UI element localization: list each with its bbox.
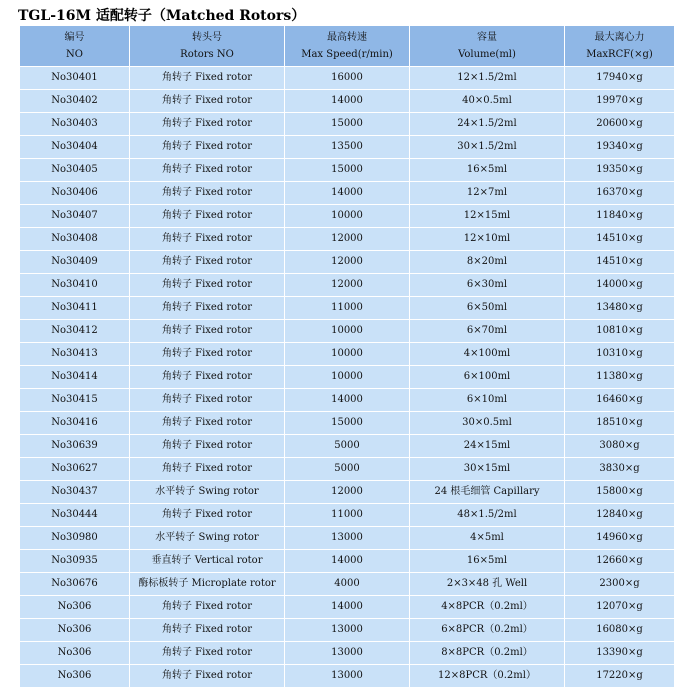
column-header-en: NO — [66, 49, 83, 60]
cell-max-speed: 14000 — [285, 596, 410, 619]
cell-max-rcf: 16080×g — [565, 619, 675, 642]
cell-no: No30404 — [20, 136, 130, 159]
cell-max-speed: 5000 — [285, 435, 410, 458]
table-row — [20, 297, 675, 320]
cell-max-rcf: 3080×g — [565, 435, 675, 458]
cell-max-rcf: 19970×g — [565, 90, 675, 113]
cell-no: No30639 — [20, 435, 130, 458]
cell-no: No30676 — [20, 573, 130, 596]
cell-max-rcf: 14960×g — [565, 527, 675, 550]
cell-max-speed: 12000 — [285, 228, 410, 251]
cell-no: No30935 — [20, 550, 130, 573]
cell-rotor: 角转子 Fixed rotor — [130, 642, 285, 665]
cell-rotor: 角转子 Fixed rotor — [130, 113, 285, 136]
cell-volume: 24×15ml — [410, 435, 565, 458]
table-row — [20, 481, 675, 504]
cell-max-speed: 16000 — [285, 67, 410, 90]
cell-no: No30413 — [20, 343, 130, 366]
table-row — [20, 366, 675, 389]
cell-volume: 4×5ml — [410, 527, 565, 550]
cell-rotor: 角转子 Fixed rotor — [130, 366, 285, 389]
cell-max-rcf: 3830×g — [565, 458, 675, 481]
cell-rotor: 角转子 Fixed rotor — [130, 435, 285, 458]
cell-max-rcf: 14510×g — [565, 251, 675, 274]
cell-max-speed: 15000 — [285, 412, 410, 435]
cell-rotor: 角转子 Fixed rotor — [130, 205, 285, 228]
cell-max-rcf: 17220×g — [565, 665, 675, 688]
cell-max-speed: 11000 — [285, 297, 410, 320]
cell-rotor: 角转子 Fixed rotor — [130, 136, 285, 159]
cell-no: No30408 — [20, 228, 130, 251]
cell-max-rcf: 19340×g — [565, 136, 675, 159]
cell-max-speed: 15000 — [285, 113, 410, 136]
cell-volume: 6×10ml — [410, 389, 565, 412]
cell-max-rcf: 19350×g — [565, 159, 675, 182]
cell-volume: 4×8PCR（0.2ml） — [410, 596, 565, 619]
cell-rotor: 水平转子 Swing rotor — [130, 481, 285, 504]
column-header-en: Max Speed(r/min) — [301, 49, 393, 60]
cell-rotor: 角转子 Fixed rotor — [130, 596, 285, 619]
column-header-en: Rotors NO — [180, 49, 234, 60]
cell-rotor: 垂直转子 Vertical rotor — [130, 550, 285, 573]
cell-volume: 12×1.5/2ml — [410, 67, 565, 90]
cell-volume: 8×8PCR（0.2ml） — [410, 642, 565, 665]
cell-no: No30410 — [20, 274, 130, 297]
cell-no: No30437 — [20, 481, 130, 504]
cell-no: No30401 — [20, 67, 130, 90]
cell-no: No306 — [20, 665, 130, 688]
cell-max-speed: 4000 — [285, 573, 410, 596]
cell-no: No30407 — [20, 205, 130, 228]
table-row — [20, 550, 675, 573]
cell-max-speed: 14000 — [285, 90, 410, 113]
cell-no: No30414 — [20, 366, 130, 389]
table-row — [20, 182, 675, 205]
cell-volume: 16×5ml — [410, 550, 565, 573]
table-row — [20, 274, 675, 297]
column-header-cn: 最高转速 — [327, 32, 367, 43]
table-row — [20, 320, 675, 343]
cell-no: No306 — [20, 619, 130, 642]
cell-no: No30416 — [20, 412, 130, 435]
cell-rotor: 角转子 Fixed rotor — [130, 458, 285, 481]
cell-no: No30403 — [20, 113, 130, 136]
cell-max-speed: 13000 — [285, 619, 410, 642]
table-row — [20, 343, 675, 366]
table-row — [20, 665, 675, 688]
cell-no: No30980 — [20, 527, 130, 550]
cell-max-rcf: 10310×g — [565, 343, 675, 366]
cell-max-rcf: 16370×g — [565, 182, 675, 205]
cell-max-speed: 10000 — [285, 320, 410, 343]
cell-max-speed: 14000 — [285, 550, 410, 573]
cell-max-speed: 12000 — [285, 481, 410, 504]
cell-rotor: 角转子 Fixed rotor — [130, 412, 285, 435]
column-header-no — [20, 26, 130, 67]
cell-max-rcf: 2300×g — [565, 573, 675, 596]
cell-max-rcf: 12070×g — [565, 596, 675, 619]
cell-rotor: 角转子 Fixed rotor — [130, 228, 285, 251]
column-header-cn: 容量 — [477, 32, 497, 43]
cell-rotor: 角转子 Fixed rotor — [130, 274, 285, 297]
table-row — [20, 458, 675, 481]
cell-volume: 12×15ml — [410, 205, 565, 228]
cell-volume: 6×50ml — [410, 297, 565, 320]
column-header-cn: 最大离心力 — [594, 32, 645, 43]
cell-rotor: 角转子 Fixed rotor — [130, 665, 285, 688]
cell-max-speed: 13000 — [285, 527, 410, 550]
table-header-row — [20, 26, 675, 67]
table-row — [20, 159, 675, 182]
cell-no: No30444 — [20, 504, 130, 527]
column-header-volume — [410, 26, 565, 67]
table-row — [20, 90, 675, 113]
cell-no: No30411 — [20, 297, 130, 320]
column-header-max-rcf — [565, 26, 675, 67]
table-row — [20, 435, 675, 458]
cell-volume: 6×8PCR（0.2ml） — [410, 619, 565, 642]
cell-max-speed: 14000 — [285, 389, 410, 412]
cell-volume: 30×0.5ml — [410, 412, 565, 435]
cell-max-speed: 11000 — [285, 504, 410, 527]
cell-max-rcf: 13390×g — [565, 642, 675, 665]
table-row — [20, 228, 675, 251]
cell-max-speed: 13000 — [285, 642, 410, 665]
column-header-en: Volume(ml) — [458, 49, 516, 60]
column-header-en: MaxRCF(×g) — [586, 49, 653, 60]
table-row — [20, 642, 675, 665]
cell-rotor: 角转子 Fixed rotor — [130, 320, 285, 343]
table-row — [20, 67, 675, 90]
cell-rotor: 角转子 Fixed rotor — [130, 619, 285, 642]
cell-volume: 12×10ml — [410, 228, 565, 251]
cell-max-rcf: 16460×g — [565, 389, 675, 412]
cell-max-speed: 14000 — [285, 182, 410, 205]
cell-no: No306 — [20, 596, 130, 619]
column-header-max-speed — [285, 26, 410, 67]
cell-max-rcf: 15800×g — [565, 481, 675, 504]
table-row — [20, 504, 675, 527]
cell-rotor: 角转子 Fixed rotor — [130, 67, 285, 90]
cell-no: No30406 — [20, 182, 130, 205]
cell-volume: 8×20ml — [410, 251, 565, 274]
cell-rotor: 角转子 Fixed rotor — [130, 90, 285, 113]
cell-max-speed: 15000 — [285, 159, 410, 182]
cell-rotor: 角转子 Fixed rotor — [130, 343, 285, 366]
table-row — [20, 573, 675, 596]
cell-rotor: 酶标板转子 Microplate rotor — [130, 573, 285, 596]
table-row — [20, 412, 675, 435]
cell-volume: 16×5ml — [410, 159, 565, 182]
table-row — [20, 251, 675, 274]
cell-max-speed: 12000 — [285, 274, 410, 297]
cell-max-rcf: 10810×g — [565, 320, 675, 343]
cell-max-speed: 12000 — [285, 251, 410, 274]
cell-max-speed: 13000 — [285, 665, 410, 688]
table-row — [20, 527, 675, 550]
cell-volume: 12×7ml — [410, 182, 565, 205]
cell-rotor: 水平转子 Swing rotor — [130, 527, 285, 550]
rotor-table — [19, 25, 675, 688]
cell-volume: 40×0.5ml — [410, 90, 565, 113]
column-header-rotor — [130, 26, 285, 67]
cell-max-rcf: 14000×g — [565, 274, 675, 297]
table-row — [20, 205, 675, 228]
cell-no: No30405 — [20, 159, 130, 182]
cell-max-speed: 5000 — [285, 458, 410, 481]
cell-no: No30412 — [20, 320, 130, 343]
cell-volume: 6×30ml — [410, 274, 565, 297]
column-header-cn: 编号 — [64, 32, 85, 43]
cell-max-rcf: 18510×g — [565, 412, 675, 435]
table-row — [20, 136, 675, 159]
page-title: TGL-16M 适配转子（Matched Rotors） — [18, 8, 306, 24]
cell-rotor: 角转子 Fixed rotor — [130, 251, 285, 274]
cell-volume: 30×15ml — [410, 458, 565, 481]
cell-volume: 24×1.5/2ml — [410, 113, 565, 136]
rotor-table-body — [20, 67, 675, 688]
cell-rotor: 角转子 Fixed rotor — [130, 504, 285, 527]
cell-no: No30415 — [20, 389, 130, 412]
cell-volume: 2×3×48 孔 Well — [410, 573, 565, 596]
cell-volume: 6×100ml — [410, 366, 565, 389]
cell-rotor: 角转子 Fixed rotor — [130, 182, 285, 205]
table-row — [20, 619, 675, 642]
cell-no: No306 — [20, 642, 130, 665]
cell-volume: 48×1.5/2ml — [410, 504, 565, 527]
cell-max-rcf: 12840×g — [565, 504, 675, 527]
cell-no: No30409 — [20, 251, 130, 274]
cell-max-rcf: 17940×g — [565, 67, 675, 90]
cell-volume: 24 根毛细管 Capillary — [410, 481, 565, 504]
cell-rotor: 角转子 Fixed rotor — [130, 389, 285, 412]
cell-no: No30402 — [20, 90, 130, 113]
cell-max-rcf: 20600×g — [565, 113, 675, 136]
cell-max-rcf: 11840×g — [565, 205, 675, 228]
cell-no: No30627 — [20, 458, 130, 481]
table-row — [20, 113, 675, 136]
table-row — [20, 596, 675, 619]
cell-rotor: 角转子 Fixed rotor — [130, 297, 285, 320]
cell-max-speed: 10000 — [285, 366, 410, 389]
cell-volume: 6×70ml — [410, 320, 565, 343]
cell-max-speed: 13500 — [285, 136, 410, 159]
cell-max-rcf: 11380×g — [565, 366, 675, 389]
cell-max-speed: 10000 — [285, 205, 410, 228]
cell-max-speed: 10000 — [285, 343, 410, 366]
cell-volume: 30×1.5/2ml — [410, 136, 565, 159]
table-row — [20, 389, 675, 412]
cell-volume: 4×100ml — [410, 343, 565, 366]
cell-volume: 12×8PCR（0.2ml） — [410, 665, 565, 688]
column-header-cn: 转头号 — [192, 32, 222, 43]
cell-max-rcf: 14510×g — [565, 228, 675, 251]
cell-max-rcf: 12660×g — [565, 550, 675, 573]
cell-rotor: 角转子 Fixed rotor — [130, 159, 285, 182]
cell-max-rcf: 13480×g — [565, 297, 675, 320]
